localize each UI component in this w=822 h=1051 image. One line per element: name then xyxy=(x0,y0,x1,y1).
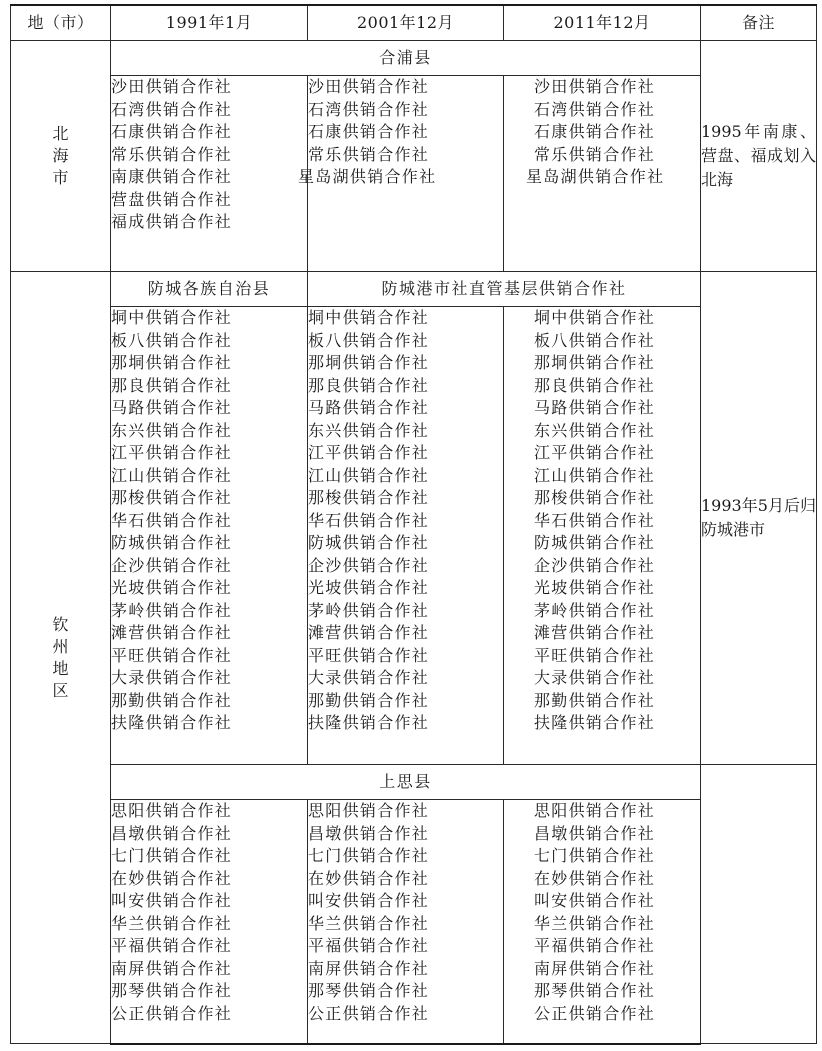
cooperative-name: 垌中供销合作社 xyxy=(308,308,430,327)
region-qinzhou xyxy=(11,272,111,1044)
cooperative-name: 茅岭供销合作社 xyxy=(308,600,430,620)
cooperative-name: 平旺供销合作社 xyxy=(111,645,233,665)
cooperative-name: 大录供销合作社 xyxy=(534,668,656,687)
cooperative-name: 光坡供销合作社 xyxy=(534,578,656,597)
cooperative-name: 那良供销合作社 xyxy=(111,375,233,395)
cooperative-name: 江平供销合作社 xyxy=(534,443,656,462)
county-shangsi: 上思县 xyxy=(111,765,701,800)
cooperative-name: 那勤供销合作社 xyxy=(534,690,656,710)
shangsi-list-row xyxy=(11,800,817,1044)
cooperative-name: 扶隆供销合作社 xyxy=(111,713,233,732)
cooperative-name: 华石供销合作社 xyxy=(308,510,430,530)
header-1991: 1991年1月 xyxy=(111,5,308,41)
cooperative-name: 企沙供销合作社 xyxy=(111,555,233,575)
cooperative-name: 常乐供销合作社 xyxy=(308,144,430,164)
cooperative-name: 垌中供销合作社 xyxy=(111,308,233,327)
region-char: 区 xyxy=(52,680,69,700)
cooperative-name: 思阳供销合作社 xyxy=(534,801,656,820)
cooperative-name: 江山供销合作社 xyxy=(111,465,233,485)
cooperative-name: 思阳供销合作社 xyxy=(111,801,233,820)
cooperative-name: 平福供销合作社 xyxy=(308,936,430,955)
cooperative-name: 那勤供销合作社 xyxy=(111,690,233,710)
cooperative-name: 板八供销合作社 xyxy=(308,330,430,350)
list-2011 xyxy=(504,800,701,1044)
cooperative-name: 叫安供销合作社 xyxy=(534,891,656,910)
header-region: 地（市） xyxy=(11,5,111,41)
cooperative-name: 思阳供销合作社 xyxy=(308,801,430,820)
cooperative-name: 防城供销合作社 xyxy=(111,533,233,552)
cooperative-name: 华兰供销合作社 xyxy=(534,913,656,933)
cooperative-name: 常乐供销合作社 xyxy=(111,144,233,164)
county-hepu: 合浦县 xyxy=(111,41,701,76)
list-2001 xyxy=(298,76,504,272)
cooperative-name: 大录供销合作社 xyxy=(308,668,430,687)
cooperative-name: 南屏供销合作社 xyxy=(111,958,233,978)
cooperative-name: 沙田供销合作社 xyxy=(308,77,430,96)
cooperative-name: 平旺供销合作社 xyxy=(308,645,430,665)
cooperative-name: 那垌供销合作社 xyxy=(534,353,656,372)
cooperative-name: 叫安供销合作社 xyxy=(111,891,233,910)
cooperative-name: 星岛湖供销合作社 xyxy=(298,167,437,186)
shangsi-county-row xyxy=(11,765,817,800)
cooperative-name: 平福供销合作社 xyxy=(111,936,233,955)
cooperative-name: 那垌供销合作社 xyxy=(111,353,233,372)
remark-beihai: 1995年南康、营盘、福成划入北海 xyxy=(701,41,817,272)
cooperative-name: 沙田供销合作社 xyxy=(534,77,656,96)
cooperative-name: 那垌供销合作社 xyxy=(308,353,430,372)
cooperative-name: 江平供销合作社 xyxy=(111,443,233,462)
cooperative-name: 那勤供销合作社 xyxy=(308,690,430,710)
cooperative-name: 那梭供销合作社 xyxy=(534,488,656,507)
cooperative-name: 石湾供销合作社 xyxy=(534,99,656,119)
cooperative-name: 江山供销合作社 xyxy=(308,465,430,485)
cooperative-name: 马路供销合作社 xyxy=(111,398,233,417)
cooperative-name: 昌墩供销合作社 xyxy=(308,823,430,843)
cooperative-name: 南康供销合作社 xyxy=(111,167,233,186)
cooperative-name: 公正供销合作社 xyxy=(111,1003,233,1023)
cooperative-name: 东兴供销合作社 xyxy=(111,420,233,440)
list-2011 xyxy=(504,76,701,272)
cooperative-name: 马路供销合作社 xyxy=(534,398,656,417)
cooperative-name: 华兰供销合作社 xyxy=(111,913,233,933)
cooperative-name: 垌中供销合作社 xyxy=(534,308,656,327)
cooperative-name: 昌墩供销合作社 xyxy=(534,823,656,843)
cooperative-name: 华兰供销合作社 xyxy=(308,913,430,933)
header-remark: 备注 xyxy=(701,5,817,41)
cooperative-name: 滩营供销合作社 xyxy=(534,623,656,642)
cooperative-name: 那良供销合作社 xyxy=(308,375,430,395)
cooperative-name: 石湾供销合作社 xyxy=(308,99,430,119)
cooperative-name: 扶隆供销合作社 xyxy=(534,713,656,732)
beihai-county-row xyxy=(11,41,817,76)
remark-fangcheng: 1993年5月后归防城港市 xyxy=(701,272,817,765)
cooperative-name: 防城供销合作社 xyxy=(534,533,656,552)
cooperative-name: 企沙供销合作社 xyxy=(534,555,656,575)
cooperative-name: 防城供销合作社 xyxy=(308,533,430,552)
cooperative-name: 茅岭供销合作社 xyxy=(534,600,656,620)
cooperative-name: 那良供销合作社 xyxy=(534,375,656,395)
cooperative-name: 南屏供销合作社 xyxy=(534,958,656,978)
list-2001 xyxy=(308,307,504,765)
cooperative-name: 石康供销合作社 xyxy=(308,122,430,141)
cooperative-name: 企沙供销合作社 xyxy=(308,555,430,575)
cooperative-name: 华石供销合作社 xyxy=(111,510,233,530)
beihai-list-row xyxy=(11,76,817,272)
cooperative-name: 茅岭供销合作社 xyxy=(111,600,233,620)
list-1991 xyxy=(111,76,308,272)
list-2011 xyxy=(504,307,701,765)
cooperative-name: 那琴供销合作社 xyxy=(534,981,656,1000)
remark-shangsi xyxy=(701,765,817,1044)
document-page xyxy=(10,4,817,1045)
cooperative-name: 公正供销合作社 xyxy=(308,1003,430,1023)
cooperative-name: 光坡供销合作社 xyxy=(308,578,430,597)
fangcheng-county-row xyxy=(11,272,817,307)
cooperative-name: 大录供销合作社 xyxy=(111,668,233,687)
cooperative-name: 在妙供销合作社 xyxy=(308,868,430,888)
cooperative-name: 七门供销合作社 xyxy=(111,846,233,865)
region-char: 北 xyxy=(52,124,69,143)
cooperative-name: 叫安供销合作社 xyxy=(308,891,430,910)
cooperative-name: 滩营供销合作社 xyxy=(308,623,430,642)
cooperative-name: 板八供销合作社 xyxy=(534,330,656,350)
cooperative-name: 光坡供销合作社 xyxy=(111,578,233,597)
county-fangchenggang: 防城港市社直管基层供销合作社 xyxy=(308,272,701,307)
cooperative-name: 马路供销合作社 xyxy=(308,398,430,417)
region-char: 市 xyxy=(52,168,69,187)
cooperative-name: 东兴供销合作社 xyxy=(308,420,430,440)
list-1991 xyxy=(111,307,308,765)
cooperative-name: 沙田供销合作社 xyxy=(111,77,233,96)
cooperative-name: 东兴供销合作社 xyxy=(534,420,656,440)
cooperative-table xyxy=(10,4,817,1045)
cooperative-name: 七门供销合作社 xyxy=(308,846,430,865)
region-char: 海 xyxy=(52,146,69,165)
cooperative-name: 石康供销合作社 xyxy=(534,122,656,141)
region-beihai xyxy=(11,41,111,272)
region-char: 州 xyxy=(52,636,69,656)
header-2011: 2011年12月 xyxy=(504,5,701,41)
cooperative-name: 在妙供销合作社 xyxy=(534,868,656,888)
cooperative-name: 公正供销合作社 xyxy=(534,1003,656,1023)
cooperative-name: 滩营供销合作社 xyxy=(111,623,233,642)
cooperative-name: 板八供销合作社 xyxy=(111,330,233,350)
cooperative-name: 扶隆供销合作社 xyxy=(308,713,430,732)
list-2001 xyxy=(308,800,504,1044)
cooperative-name: 那琴供销合作社 xyxy=(111,981,233,1000)
cooperative-name: 江平供销合作社 xyxy=(308,443,430,462)
cooperative-name: 石湾供销合作社 xyxy=(111,99,233,119)
cooperative-name: 常乐供销合作社 xyxy=(534,144,656,164)
cooperative-name: 那梭供销合作社 xyxy=(308,488,430,507)
cooperative-name: 华石供销合作社 xyxy=(534,510,656,530)
cooperative-name: 南屏供销合作社 xyxy=(308,958,430,978)
cooperative-name: 七门供销合作社 xyxy=(534,846,656,865)
cooperative-name: 昌墩供销合作社 xyxy=(111,823,233,843)
cooperative-name: 平旺供销合作社 xyxy=(534,645,656,665)
cooperative-name: 在妙供销合作社 xyxy=(111,868,233,888)
county-fangcheng: 防城各族自治县 xyxy=(111,272,308,307)
cooperative-name: 平福供销合作社 xyxy=(534,936,656,955)
cooperative-name: 江山供销合作社 xyxy=(534,465,656,485)
header-2001: 2001年12月 xyxy=(308,5,504,41)
cooperative-name: 福成供销合作社 xyxy=(111,212,233,231)
cooperative-name: 那梭供销合作社 xyxy=(111,488,233,507)
fangcheng-list-row xyxy=(11,307,817,765)
cooperative-name: 营盘供销合作社 xyxy=(111,189,233,209)
cooperative-name: 石康供销合作社 xyxy=(111,122,233,141)
header-row xyxy=(11,5,817,41)
region-char: 钦 xyxy=(52,614,69,634)
cooperative-name: 星岛湖供销合作社 xyxy=(526,167,665,186)
cooperative-name: 那琴供销合作社 xyxy=(308,981,430,1000)
list-1991 xyxy=(111,800,308,1044)
region-char: 地 xyxy=(52,658,69,678)
